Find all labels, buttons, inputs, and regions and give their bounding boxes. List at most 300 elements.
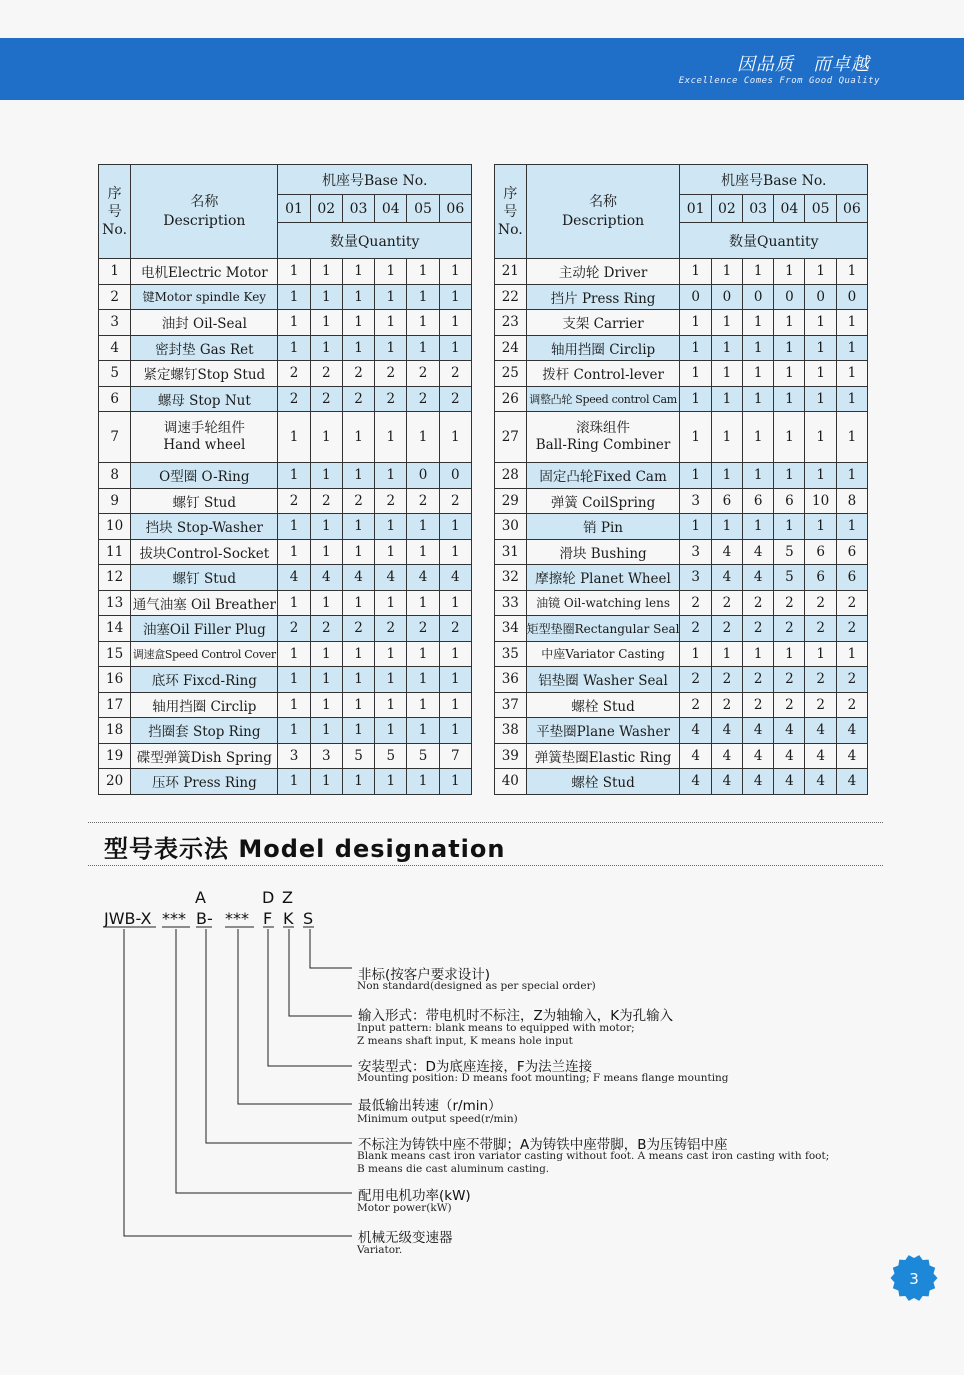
quantity-cell: 1 [439,539,471,565]
row-number: 21 [495,259,527,285]
quantity-cell: 4 [310,565,342,591]
quantity-cell: 4 [680,743,711,769]
quantity-cell: 6 [836,565,867,591]
quantity-cell: 2 [742,590,773,616]
row-description-text: 密封垫 Gas Ret [155,341,254,358]
header-name-cn: 名称 [589,193,618,210]
quantity-cell: 4 [711,565,742,591]
quantity-cell: 4 [680,769,711,795]
quantity-cell: 1 [742,412,773,463]
quantity-cell: 2 [342,361,374,387]
quantity-cell: 3 [310,743,342,769]
row-description-text: 轴用挡圈 Circlip [152,698,257,715]
quantity-cell: 1 [375,641,407,667]
quantity-cell: 2 [407,361,439,387]
quantity-cell: 1 [774,463,805,489]
quantity-cell: 1 [407,412,439,463]
quantity-cell: 3 [680,565,711,591]
quantity-cell: 1 [407,514,439,540]
annotation-variator-en: Variator. [357,1244,403,1256]
quantity-cell: 2 [278,361,310,387]
annotation-input-en-1: Input pattern: blank means to equipped with motor; [357,1022,635,1034]
quantity-cell: 6 [774,488,805,514]
row-number: 16 [99,667,131,693]
header-base-06: 06 [439,195,471,223]
quantity-cell: 1 [711,361,742,387]
quantity-cell: 1 [836,514,867,540]
header-base-02: 02 [711,195,742,223]
quantity-cell: 4 [774,743,805,769]
quantity-cell: 2 [774,616,805,642]
row-number: 1 [99,259,131,285]
annotation-speed-cn: 最低输出转速（r/min） [358,1098,502,1114]
quantity-cell: 1 [278,335,310,361]
quantity-cell: 8 [836,488,867,514]
quantity-cell: 2 [278,386,310,412]
quantity-cell: 1 [278,718,310,744]
row-description-text: 螺栓 Stud [571,775,635,792]
quantity-cell: 6 [836,539,867,565]
quantity-cell: 2 [342,386,374,412]
quantity-cell: 0 [680,284,711,310]
quantity-cell: 2 [407,386,439,412]
quantity-cell: 2 [711,692,742,718]
row-description-text: 底环 Fixcd-Ring [151,673,257,690]
quantity-cell: 1 [836,259,867,285]
quantity-cell: 1 [342,667,374,693]
row-description-text: 紧定螺钉Stop Stud [143,367,266,384]
header-base-02: 02 [310,195,342,223]
quantity-cell: 1 [711,310,742,336]
row-description-text: 拔块Control-Socket [139,545,270,562]
header-base-04: 04 [774,195,805,223]
quantity-cell: 1 [407,667,439,693]
quantity-cell: 1 [774,335,805,361]
quantity-cell: 1 [310,590,342,616]
quantity-cell: 0 [774,284,805,310]
header-base-04: 04 [375,195,407,223]
quantity-cell: 1 [310,335,342,361]
row-number: 36 [495,667,527,693]
quantity-cell: 2 [439,386,471,412]
header-name-cn: 名称 [190,193,219,210]
annotation-power-cn: 配用电机功率(kW) [358,1188,471,1204]
quantity-cell: 1 [342,539,374,565]
row-description-text: O型圈 O-Ring [159,469,250,486]
quantity-cell: 2 [805,616,836,642]
quantity-cell: 2 [711,616,742,642]
header-no: 序 号 No. [99,165,131,259]
quantity-cell: 1 [310,514,342,540]
row-description-text: 键Motor spindle Key [142,290,267,305]
quantity-cell: 5 [774,565,805,591]
row-description-text: 调速手轮组件 [163,420,245,436]
quantity-cell: 1 [310,463,342,489]
row-number: 25 [495,361,527,387]
row-description-text-2: Ball-Ring Combiner [535,437,671,453]
quantity-cell: 1 [774,386,805,412]
quantity-cell: 7 [439,743,471,769]
code-k: K [283,909,294,928]
row-description-text: 螺栓 Stud [571,698,635,715]
quantity-cell: 1 [439,514,471,540]
quantity-cell: 4 [742,743,773,769]
row-description-text: 电机Electric Motor [140,265,268,282]
row-number: 26 [495,386,527,412]
row-number: 9 [99,488,131,514]
quantity-cell: 1 [439,769,471,795]
quantity-cell: 1 [375,514,407,540]
quantity-cell: 4 [680,718,711,744]
row-number: 11 [99,539,131,565]
quantity-cell: 3 [680,488,711,514]
code-s: S [303,909,314,928]
quantity-cell: 5 [407,743,439,769]
quantity-cell: 1 [711,386,742,412]
quantity-cell: 2 [805,692,836,718]
row-number: 15 [99,641,131,667]
quantity-cell: 1 [407,539,439,565]
row-number: 29 [495,488,527,514]
quantity-cell: 2 [836,667,867,693]
header-base-05: 05 [805,195,836,223]
annotation-mounting-en: Mounting position: D means foot mounting; F means flange mounting [357,1072,729,1084]
quantity-cell: 0 [439,463,471,489]
quantity-cell: 1 [407,769,439,795]
slogan-cn: 因品质 而卓越 [737,54,870,75]
row-number: 5 [99,361,131,387]
row-number: 19 [99,743,131,769]
quantity-cell: 1 [278,463,310,489]
quantity-cell: 1 [711,412,742,463]
header-base-01: 01 [680,195,711,223]
quantity-cell: 1 [742,641,773,667]
row-number: 34 [495,616,527,642]
quantity-cell: 4 [805,718,836,744]
annotation-input-en-2: Z means shaft input, K means hole input [357,1035,573,1047]
quantity-cell: 1 [407,259,439,285]
row-number: 4 [99,335,131,361]
row-description-text: 支架 Carrier [562,316,644,333]
quantity-cell: 1 [742,259,773,285]
row-number: 31 [495,539,527,565]
quantity-cell: 1 [310,539,342,565]
annotation-variator-cn: 机械无级变速器 [358,1230,453,1246]
row-description-text: 滚珠组件 [576,420,631,436]
quantity-cell: 1 [439,692,471,718]
quantity-cell: 10 [805,488,836,514]
row-description-text: 销 Pin [583,520,623,537]
row-description-text: 主动轮 Driver [558,265,648,282]
row-number: 2 [99,284,131,310]
quantity-cell: 2 [375,361,407,387]
quantity-cell: 2 [375,488,407,514]
quantity-cell: 1 [407,718,439,744]
header-base-03: 03 [342,195,374,223]
quantity-cell: 1 [836,310,867,336]
quantity-cell: 2 [407,616,439,642]
quantity-cell: 2 [805,590,836,616]
row-number: 6 [99,386,131,412]
quantity-cell: 4 [742,539,773,565]
header-desc-en: Description [163,212,246,229]
quantity-cell: 2 [375,386,407,412]
quantity-cell: 1 [836,335,867,361]
quantity-cell: 2 [278,616,310,642]
annotation-speed-en: Minimum output speed(r/min) [357,1113,518,1125]
quantity-cell: 1 [310,310,342,336]
quantity-cell: 0 [742,284,773,310]
row-description-text: 弹簧 CoilSpring [550,494,656,511]
quantity-cell: 1 [310,284,342,310]
header-base-03: 03 [742,195,773,223]
quantity-cell: 1 [836,386,867,412]
quantity-cell: 1 [342,463,374,489]
section-title: 型号表示法 Model designation [104,835,506,863]
quantity-cell: 4 [711,769,742,795]
quantity-cell: 1 [439,284,471,310]
quantity-cell: 2 [711,667,742,693]
quantity-cell: 1 [375,284,407,310]
quantity-cell: 1 [680,361,711,387]
header-base-05: 05 [407,195,439,223]
quantity-cell: 1 [774,514,805,540]
header-quantity: 数量Quantity [680,223,868,259]
quantity-cell: 1 [407,335,439,361]
quantity-cell: 6 [805,565,836,591]
quantity-cell: 4 [836,769,867,795]
annotation-power-en: Motor power(kW) [357,1202,452,1214]
quantity-cell: 4 [278,565,310,591]
quantity-cell: 4 [342,565,374,591]
code-sup-a: A [195,888,206,907]
row-description-text-2: Hand wheel [163,437,246,453]
row-description-text: 油镜 Oil-watching lens [536,596,671,611]
quantity-cell: 1 [836,361,867,387]
quantity-cell: 2 [407,488,439,514]
quantity-cell: 2 [680,616,711,642]
row-number: 22 [495,284,527,310]
quantity-cell: 1 [680,335,711,361]
row-description-text: 弹簧垫圈Elastic Ring [534,749,672,766]
quantity-cell: 1 [439,718,471,744]
quantity-cell: 1 [680,641,711,667]
quantity-cell: 1 [407,692,439,718]
quantity-cell: 4 [439,565,471,591]
quantity-cell: 1 [680,386,711,412]
annotation-input-cn: 输入形式：带电机时不标注，Z为轴输入，K为孔输入 [358,1008,674,1024]
header-base-no: 机座号Base No. [278,165,472,195]
quantity-cell: 1 [375,539,407,565]
quantity-cell: 2 [742,616,773,642]
quantity-cell: 1 [407,641,439,667]
quantity-cell: 1 [439,310,471,336]
code-stars-2: *** [225,909,249,928]
quantity-cell: 1 [278,259,310,285]
quantity-cell: 1 [439,335,471,361]
quantity-cell: 1 [278,284,310,310]
quantity-cell: 2 [742,667,773,693]
quantity-cell: 4 [742,565,773,591]
quantity-cell: 1 [439,590,471,616]
quantity-cell: 2 [439,361,471,387]
quantity-cell: 2 [439,616,471,642]
annotation-mounting-cn: 安装型式：D为底座连接，F为法兰连接 [358,1059,593,1075]
row-number: 37 [495,692,527,718]
quantity-cell: 4 [407,565,439,591]
quantity-cell: 1 [407,284,439,310]
quantity-cell: 1 [375,718,407,744]
quantity-cell: 4 [711,718,742,744]
row-number: 13 [99,590,131,616]
quantity-cell: 1 [805,514,836,540]
quantity-cell: 4 [742,718,773,744]
quantity-cell: 2 [310,386,342,412]
row-number: 17 [99,692,131,718]
quantity-cell: 1 [342,769,374,795]
quantity-cell: 1 [439,667,471,693]
page-number: 3 [909,1270,919,1288]
header-base-no: 机座号Base No. [680,165,868,195]
quantity-cell: 0 [836,284,867,310]
quantity-cell: 1 [836,641,867,667]
quantity-cell: 2 [439,488,471,514]
quantity-cell: 1 [278,514,310,540]
quantity-cell: 1 [774,361,805,387]
row-description-text: 挡片 Press Ring [550,290,656,307]
row-description-text: 铝垫圈 Washer Seal [538,673,668,690]
quantity-cell: 1 [375,259,407,285]
quantity-cell: 2 [342,488,374,514]
code-b: B- [196,909,213,928]
quantity-cell: 1 [680,412,711,463]
header-quantity: 数量Quantity [278,223,472,259]
row-description-text: 碟型弹簧Dish Spring [136,749,272,766]
quantity-cell: 1 [342,514,374,540]
row-number: 33 [495,590,527,616]
annotation-nonstandard-en: Non standard(designed as per special order) [357,980,596,992]
row-description-text: 平垫圈Plane Washer [536,724,670,741]
row-description-text: 固定凸轮Fixed Cam [539,469,667,486]
quantity-cell: 2 [805,667,836,693]
quantity-cell: 1 [805,386,836,412]
quantity-cell: 1 [711,335,742,361]
quantity-cell: 1 [805,412,836,463]
quantity-cell: 2 [680,692,711,718]
quantity-cell: 1 [805,641,836,667]
quantity-cell: 1 [742,310,773,336]
quantity-cell: 3 [278,743,310,769]
row-number: 38 [495,718,527,744]
quantity-cell: 1 [805,463,836,489]
quantity-cell: 1 [342,718,374,744]
quantity-cell: 1 [711,641,742,667]
quantity-cell: 1 [278,769,310,795]
code-prefix: JWB-X [104,909,152,928]
quantity-cell: 2 [774,590,805,616]
row-description-text: 螺母 Stop Nut [157,392,251,409]
quantity-cell: 2 [836,590,867,616]
row-description-text: 通气油塞 Oil Breather [132,596,276,613]
quantity-cell: 2 [836,616,867,642]
quantity-cell: 1 [278,590,310,616]
row-number: 32 [495,565,527,591]
code-f: F [263,909,273,928]
quantity-cell: 1 [774,641,805,667]
row-description-text: 螺钉 Stud [172,571,236,588]
quantity-cell: 1 [774,310,805,336]
quantity-cell: 2 [774,667,805,693]
row-number: 23 [495,310,527,336]
quantity-cell: 1 [742,514,773,540]
row-number: 28 [495,463,527,489]
quantity-cell: 1 [375,590,407,616]
row-description-text: 滑块 Bushing [559,545,647,562]
row-number: 10 [99,514,131,540]
quantity-cell: 1 [680,310,711,336]
quantity-cell: 4 [836,743,867,769]
quantity-cell: 1 [711,514,742,540]
quantity-cell: 1 [375,463,407,489]
code-sup-z: Z [282,888,293,907]
header-desc-en: Description [561,212,645,229]
quantity-cell: 1 [407,590,439,616]
row-description-text: 压环 Press Ring [151,775,257,792]
quantity-cell: 1 [774,259,805,285]
quantity-cell: 3 [680,539,711,565]
quantity-cell: 1 [310,718,342,744]
quantity-cell: 1 [742,335,773,361]
quantity-cell: 4 [836,718,867,744]
row-description-text: 拨杆 Control-lever [542,367,664,384]
quantity-cell: 1 [310,259,342,285]
quantity-cell: 4 [805,769,836,795]
quantity-cell: 6 [711,488,742,514]
quantity-cell: 1 [742,361,773,387]
annotation-casting-en-2: B means die cast aluminum casting. [357,1163,550,1175]
row-number: 40 [495,769,527,795]
quantity-cell: 1 [342,590,374,616]
quantity-cell: 1 [805,259,836,285]
quantity-cell: 6 [742,488,773,514]
quantity-cell: 1 [310,769,342,795]
row-description-text: 挡圈套 Stop Ring [148,724,261,741]
quantity-cell: 2 [310,488,342,514]
quantity-cell: 2 [742,692,773,718]
quantity-cell: 1 [680,259,711,285]
quantity-cell: 2 [774,692,805,718]
quantity-cell: 1 [278,412,310,463]
slogan-en: Excellence Comes From Good Quality [678,76,880,86]
quantity-cell: 1 [375,769,407,795]
code-sup-d: D [262,888,275,907]
row-number: 8 [99,463,131,489]
quantity-cell: 5 [375,743,407,769]
quantity-cell: 2 [278,488,310,514]
quantity-cell: 1 [278,667,310,693]
quantity-cell: 4 [774,718,805,744]
quantity-cell: 1 [342,412,374,463]
quantity-cell: 1 [310,412,342,463]
quantity-cell: 4 [774,769,805,795]
page-number-badge [890,1254,938,1302]
quantity-cell: 4 [805,743,836,769]
row-description-text: 矩型垫圈Rectangular Seal [526,621,680,636]
quantity-cell: 1 [342,259,374,285]
quantity-cell: 1 [342,284,374,310]
row-description-text: 中座Variator Casting [541,647,665,662]
quantity-cell: 2 [310,616,342,642]
